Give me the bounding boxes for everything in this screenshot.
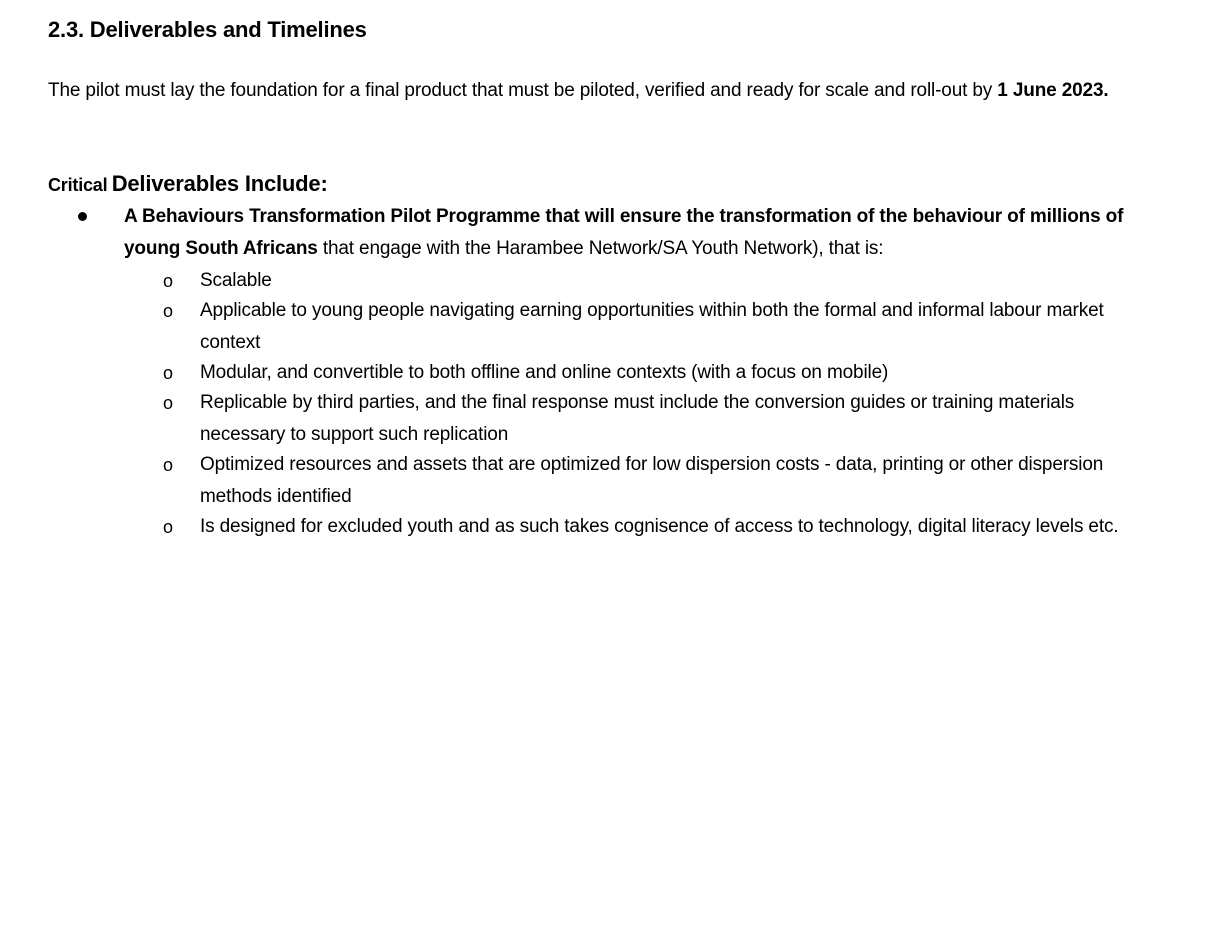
sub-bullet-list bbox=[48, 265, 1168, 541]
list-item-text: Optimized resources and assets that are optimized for low dispersion costs - data, printing or other dispersion methods identified bbox=[200, 454, 1104, 507]
list-item-text: Scalable bbox=[200, 270, 272, 291]
list-item bbox=[48, 357, 1168, 389]
list-item bbox=[48, 449, 1168, 513]
bullet-dot-icon bbox=[78, 212, 87, 221]
list-item-text: Applicable to young people navigating earning opportunities within both the formal and informal labour market context bbox=[200, 300, 1104, 353]
intro-text: The pilot must lay the foundation for a final product that must be piloted, verified and ready for scale and roll-out by bbox=[48, 80, 998, 101]
bullet-bold-text: A Behaviours Transformation Pilot Programme that will ensure the transformation of the behaviour of millions of young South Africans bbox=[124, 206, 1124, 259]
list-item bbox=[48, 387, 1168, 451]
list-item bbox=[48, 265, 1168, 297]
subheading-critical: Critical bbox=[48, 175, 108, 195]
circle-bullet-icon: o bbox=[163, 455, 174, 475]
section-heading: 2.3. Deliverables and Timelines bbox=[48, 17, 367, 42]
list-item-text: Is designed for excluded youth and as such takes cognisence of access to technology, digital literacy levels etc. bbox=[200, 516, 1119, 537]
list-item bbox=[48, 511, 1168, 543]
circle-bullet-icon: o bbox=[163, 393, 174, 413]
circle-bullet-icon: o bbox=[163, 271, 174, 291]
circle-bullet-icon: o bbox=[163, 517, 174, 537]
bullet-text bbox=[124, 201, 1164, 265]
list-item-text: Replicable by third parties, and the final response must include the conversion guides or training materials necessary to support such replication bbox=[200, 392, 1075, 445]
circle-bullet-icon: o bbox=[163, 363, 174, 383]
intro-date: 1 June 2023. bbox=[997, 80, 1109, 101]
intro-paragraph bbox=[48, 75, 1123, 107]
bullet-rest-text: that engage with the Harambee Network/SA Youth Network), that is: bbox=[317, 238, 884, 259]
deliverables-subheading bbox=[48, 168, 328, 203]
circle-bullet-icon: o bbox=[163, 301, 174, 321]
list-item bbox=[48, 295, 1168, 359]
list-item-text: Modular, and convertible to both offline and online contexts (with a focus on mobile) bbox=[200, 362, 889, 383]
subheading-deliverables: Deliverables Include: bbox=[111, 171, 328, 196]
